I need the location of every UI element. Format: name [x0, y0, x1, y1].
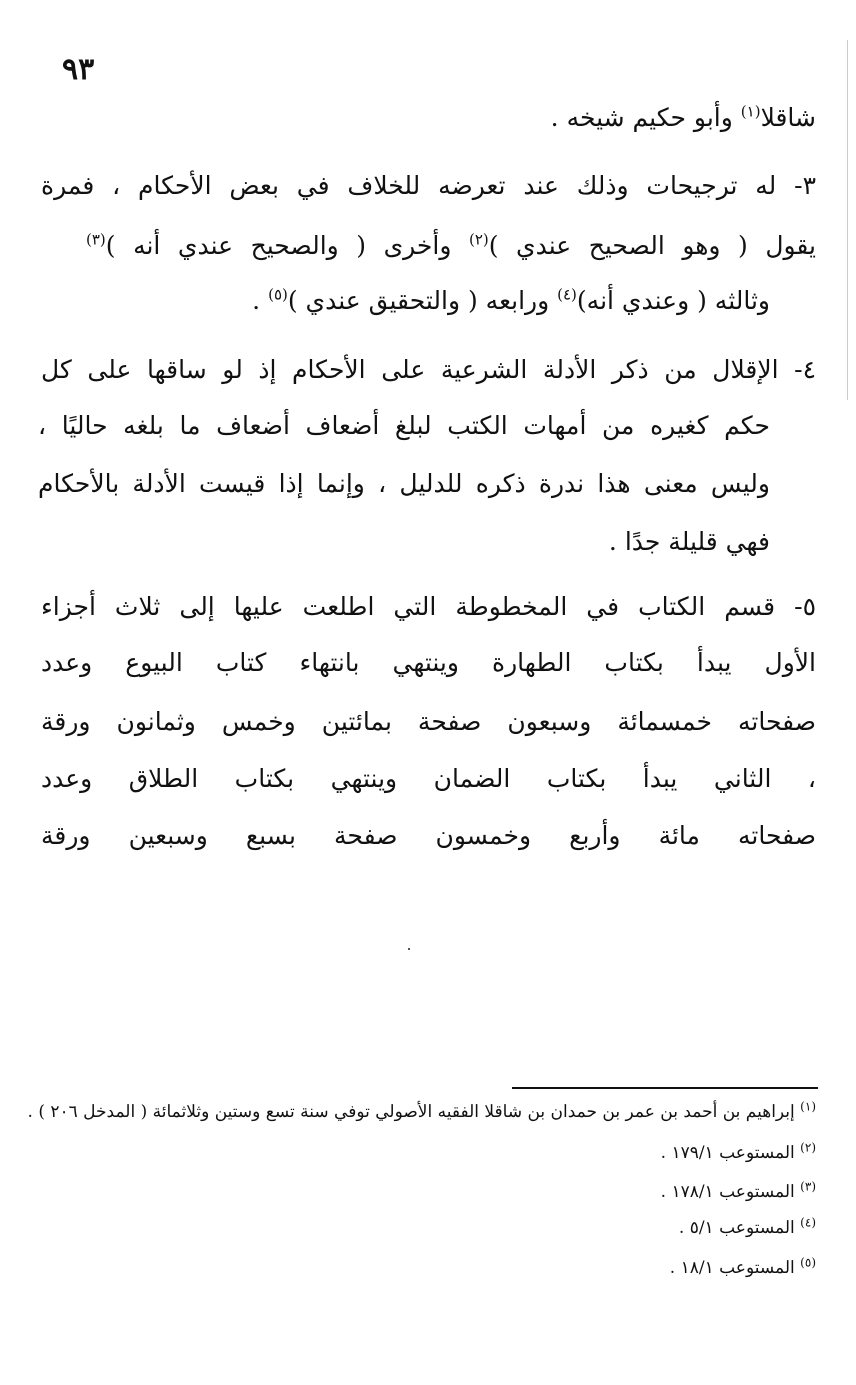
- footnote-number: (٢): [800, 1140, 816, 1155]
- body-line-2: ٣- له ترجيحات وذلك عند تعرضه للخلاف في بعض الأحكام ، فمرة: [41, 171, 816, 200]
- footnote-ref-2: (٢): [468, 230, 489, 249]
- footnote-1: [28, 1098, 816, 1126]
- footnote-ref-3: (٣): [86, 230, 106, 249]
- footnote-separator: [512, 1087, 818, 1089]
- footnote-text: المستوعب ١٧٨/١ .: [660, 1182, 795, 1202]
- body-line-12: ، الثاني يبدأ بكتاب الضمان وينتهي بكتاب الطلاق وعدد: [41, 764, 816, 793]
- footnote-text: إبراهيم بن أحمد بن عمر بن حمدان بن شاقلا الفقيه الأصولي توفي سنة تسع وستين وثلاثمائة ( المدخل ٢٠٦ ) .: [27, 1102, 795, 1122]
- body-line-9: ٥- قسم الكتاب في المخطوطة التي اطلعت عليها إلى ثلاث أجزاء: [41, 592, 816, 621]
- body-line-11: صفحاته خمسمائة وسبعون صفحة بمائتين وخمس وثمانون ورقة: [41, 707, 816, 736]
- footnote-number: (١): [800, 1099, 816, 1114]
- scan-speck: [408, 948, 410, 950]
- page-number: ٩٣: [62, 52, 95, 87]
- body-line-5: ٤- الإقلال من ذكر الأدلة الشرعية على الأحكام إذ لو ساقها على كل: [41, 355, 816, 384]
- body-line-3: [86, 226, 816, 266]
- body-line-6: حكم كغيره من أمهات الكتب لبلغ أضعاف أضعاف ما بلغه حاليًا ،: [38, 411, 770, 440]
- footnote-ref-4: (٤): [557, 285, 577, 304]
- text-run: وثالثه ( وعندي أنه): [576, 286, 770, 315]
- footnote-3: [661, 1178, 816, 1206]
- footnote-text: المستوعب ١٨/١ .: [669, 1258, 795, 1278]
- body-line-7: وليس معنى هذا ندرة ذكره للدليل ، وإنما إذا قيست الأدلة بالأحكام: [38, 469, 770, 498]
- text-run: شاقلا: [760, 103, 816, 132]
- scan-edge-line: [847, 40, 848, 400]
- footnote-ref-1: (١): [740, 102, 761, 121]
- footnote-ref-5: (٥): [268, 285, 288, 304]
- footnote-text: المستوعب ٥/١ .: [678, 1218, 795, 1238]
- text-run: .: [252, 286, 269, 315]
- text-run: وأخرى ( والصحيح عندي أنه ): [105, 231, 469, 260]
- footnote-text: المستوعب ١٧٩/١ .: [660, 1143, 795, 1163]
- body-line-10: الأول يبدأ بكتاب الطهارة وينتهي بانتهاء كتاب البيوع وعدد: [41, 648, 816, 677]
- body-line-1: [41, 98, 816, 138]
- body-line-8: فهي قليلة جدًا .: [608, 527, 770, 556]
- footnote-number: (٣): [800, 1179, 816, 1194]
- text-run: يقول ( وهو الصحيح عندي ): [488, 231, 816, 260]
- footnote-4: [679, 1214, 816, 1242]
- body-line-4: [70, 281, 770, 321]
- footnote-5: [670, 1254, 816, 1282]
- text-run: وأبو حكيم شيخه .: [550, 103, 741, 132]
- body-line-13: صفحاته مائة وأربع وخمسون صفحة بسبع وسبعين ورقة: [41, 821, 816, 850]
- text-run: ورابعه ( والتحقيق عندي ): [287, 286, 558, 315]
- footnote-number: (٥): [800, 1255, 816, 1270]
- footnote-2: [661, 1139, 816, 1167]
- footnote-number: (٤): [800, 1215, 816, 1230]
